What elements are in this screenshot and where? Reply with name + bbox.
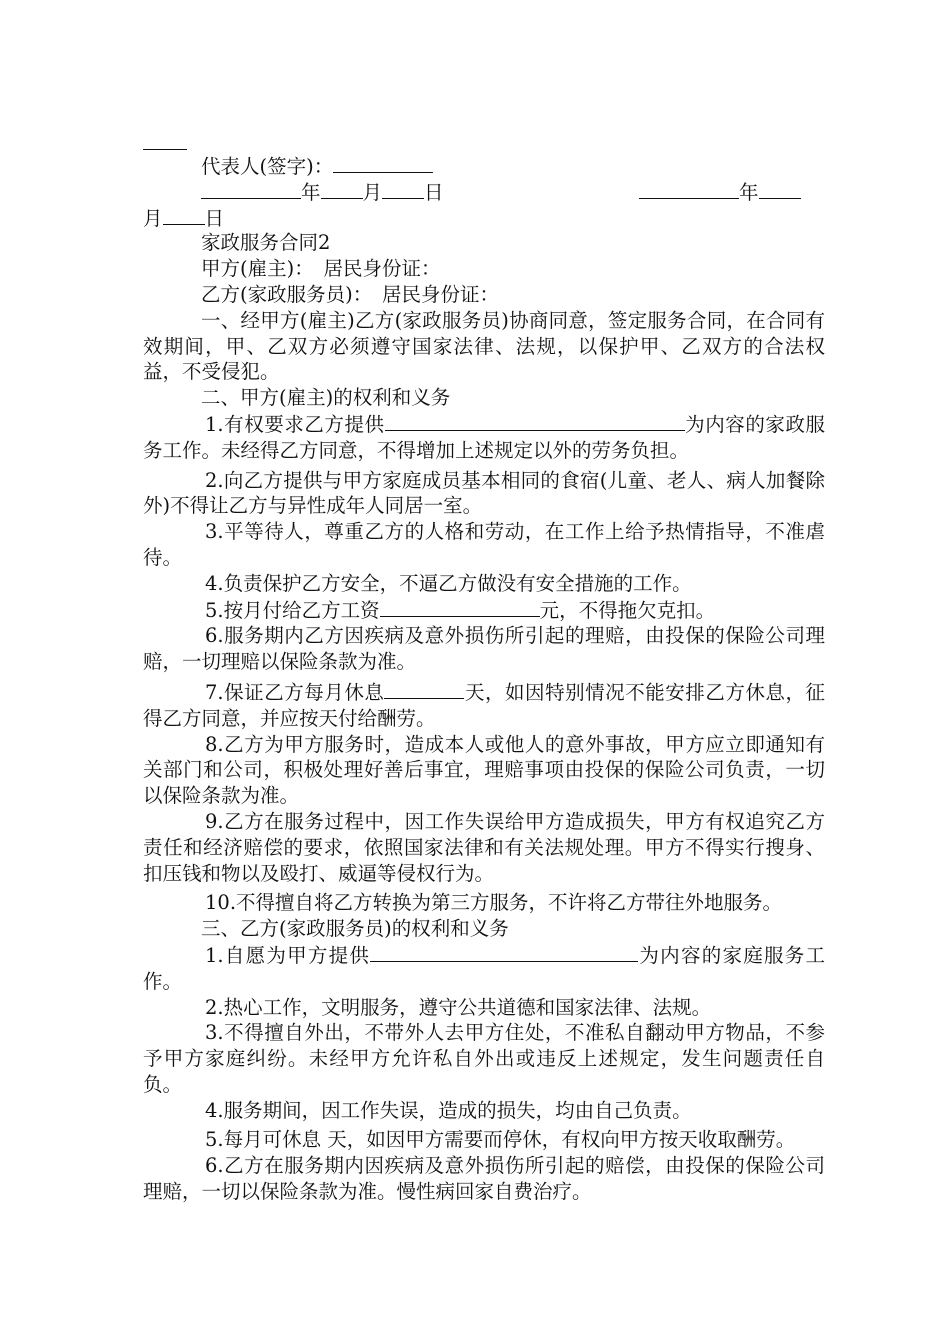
clause-3-1-a: 1.自愿为甲方提供 [205, 943, 371, 967]
clause-2-7-a: 7.保证乙方每月休息 [205, 680, 385, 704]
salary-blank [380, 597, 540, 617]
clause-3-6: 6.乙方在服务期内因疾病及意外损伤所引起的赔偿，由投保的保险公司理赔，一切以保险条款为准。慢性病回家自费治疗。 [143, 1154, 825, 1204]
month-blank-right [759, 179, 801, 199]
clause-2-3: 3.平等待人，尊重乙方的人格和劳动，在工作上给予热情指导，不准虐待。 [143, 520, 825, 569]
clause-2-1 [143, 411, 825, 464]
blank-underline [143, 135, 187, 150]
signature-label: 代表人(签字)： [201, 155, 334, 178]
clause-3-2: 2.热心工作，文明服务，遵守公共道德和国家法律、法规。 [205, 995, 712, 1019]
date-row-cont [143, 205, 825, 231]
party-b-line: 乙方(家政服务员)： 居民身份证： [201, 282, 499, 306]
clause-3-1-b: 为内容的家庭服务工作。 [143, 943, 825, 993]
clause-2-1-a: 1.有权要求乙方提供 [205, 412, 385, 436]
contract-title: 家政服务合同2 [201, 231, 331, 255]
section-1: 一、经甲方(雇主)乙方(家政服务员)协商同意，签定服务合同，在合同有效期间，甲、乙双方必须遵守国家法律、法规，以保护甲、乙双方的合法权益，不受侵犯。 [143, 308, 825, 384]
date-row [143, 179, 825, 205]
clause-2-10: 10.不得擅自将乙方转换为第三方服务，不许将乙方带往外地服务。 [205, 891, 783, 915]
clause-3-3: 3.不得擅自外出，不带外人去甲方住处，不准私自翻动甲方物品，不参予甲方家庭纠纷。未经甲方允许私自外出或违反上述规定，发生问题责任自负。 [143, 1021, 825, 1096]
clause-3-5: 5.每月可休息 天，如因甲方需要而停休，有权向甲方按天收取酬劳。 [205, 1128, 796, 1152]
year-label-left: 年 [301, 180, 321, 204]
month-label-right: 月 [143, 206, 163, 230]
year-blank-left [201, 179, 301, 199]
rest-days-blank [384, 679, 464, 699]
clause-2-8: 8.乙方为甲方服务时，造成本人或他人的意外事故，甲方应立即通知有关部门和公司，积极处理好善后事宜，理赔事项由投保的保险公司负责，一切以保险条款为准。 [143, 732, 825, 808]
month-label-left: 月 [362, 180, 383, 204]
clause-3-1 [143, 942, 825, 995]
clause-2-7-b: 天，如因特别情况不能安排乙方休息，征得乙方同意，并应按天付给酬劳。 [143, 680, 825, 730]
section-3-title: 三、乙方(家政服务员)的权利和义务 [201, 917, 509, 941]
year-blank-right [639, 179, 739, 199]
top-blank-line [143, 135, 825, 153]
day-blank-left [382, 179, 424, 199]
clause-2-6: 6.服务期内乙方因疾病及意外损伤所引起的理赔，由投保的保险公司理赔，一切理赔以保险条款为准。 [143, 624, 825, 674]
contract-document [143, 135, 825, 1205]
clause-2-5-a: 5.按月付给乙方工资 [205, 598, 380, 622]
clause-2-5 [143, 597, 825, 624]
signature-line [143, 153, 825, 179]
section-2-title: 二、甲方(雇主)的权利和义务 [201, 386, 451, 410]
day-label-right: 日 [204, 206, 225, 230]
clause-2-7 [143, 679, 825, 732]
clause-2-5-b: 元，不得拖欠克扣。 [539, 598, 716, 622]
clause-2-2: 2.向乙方提供与甲方家庭成员基本相同的食宿(儿童、老人、病人加餐除外)不得让乙方与异性成年人同居一室。 [143, 468, 825, 518]
clause-3-1-blank [370, 942, 638, 962]
day-label-left: 日 [424, 180, 444, 204]
clause-3-4: 4.服务期间，因工作失误，造成的损失，均由自己负责。 [205, 1098, 692, 1122]
year-label-right: 年 [739, 180, 759, 204]
party-a-line: 甲方(雇主)： 居民身份证： [201, 257, 441, 281]
day-blank-right [163, 205, 205, 225]
clause-2-4: 4.负责保护乙方安全，不逼乙方做没有安全措施的工作。 [205, 571, 692, 595]
clause-2-9: 9.乙方在服务过程中，因工作失误给甲方造成损失，甲方有权追究乙方责任和经济赔偿的要求，依照国家法律和有关法规处理。甲方不得实行搜身、扣压钱和物以及殴打、威逼等侵权行为。 [143, 809, 825, 885]
clause-2-1-b: 为内容的家政服务工作。未经得乙方同意，不得增加上述规定以外的劳务负担。 [143, 412, 825, 462]
signature-blank [333, 153, 433, 173]
clause-2-1-blank [385, 411, 685, 431]
month-blank-left [321, 179, 363, 199]
